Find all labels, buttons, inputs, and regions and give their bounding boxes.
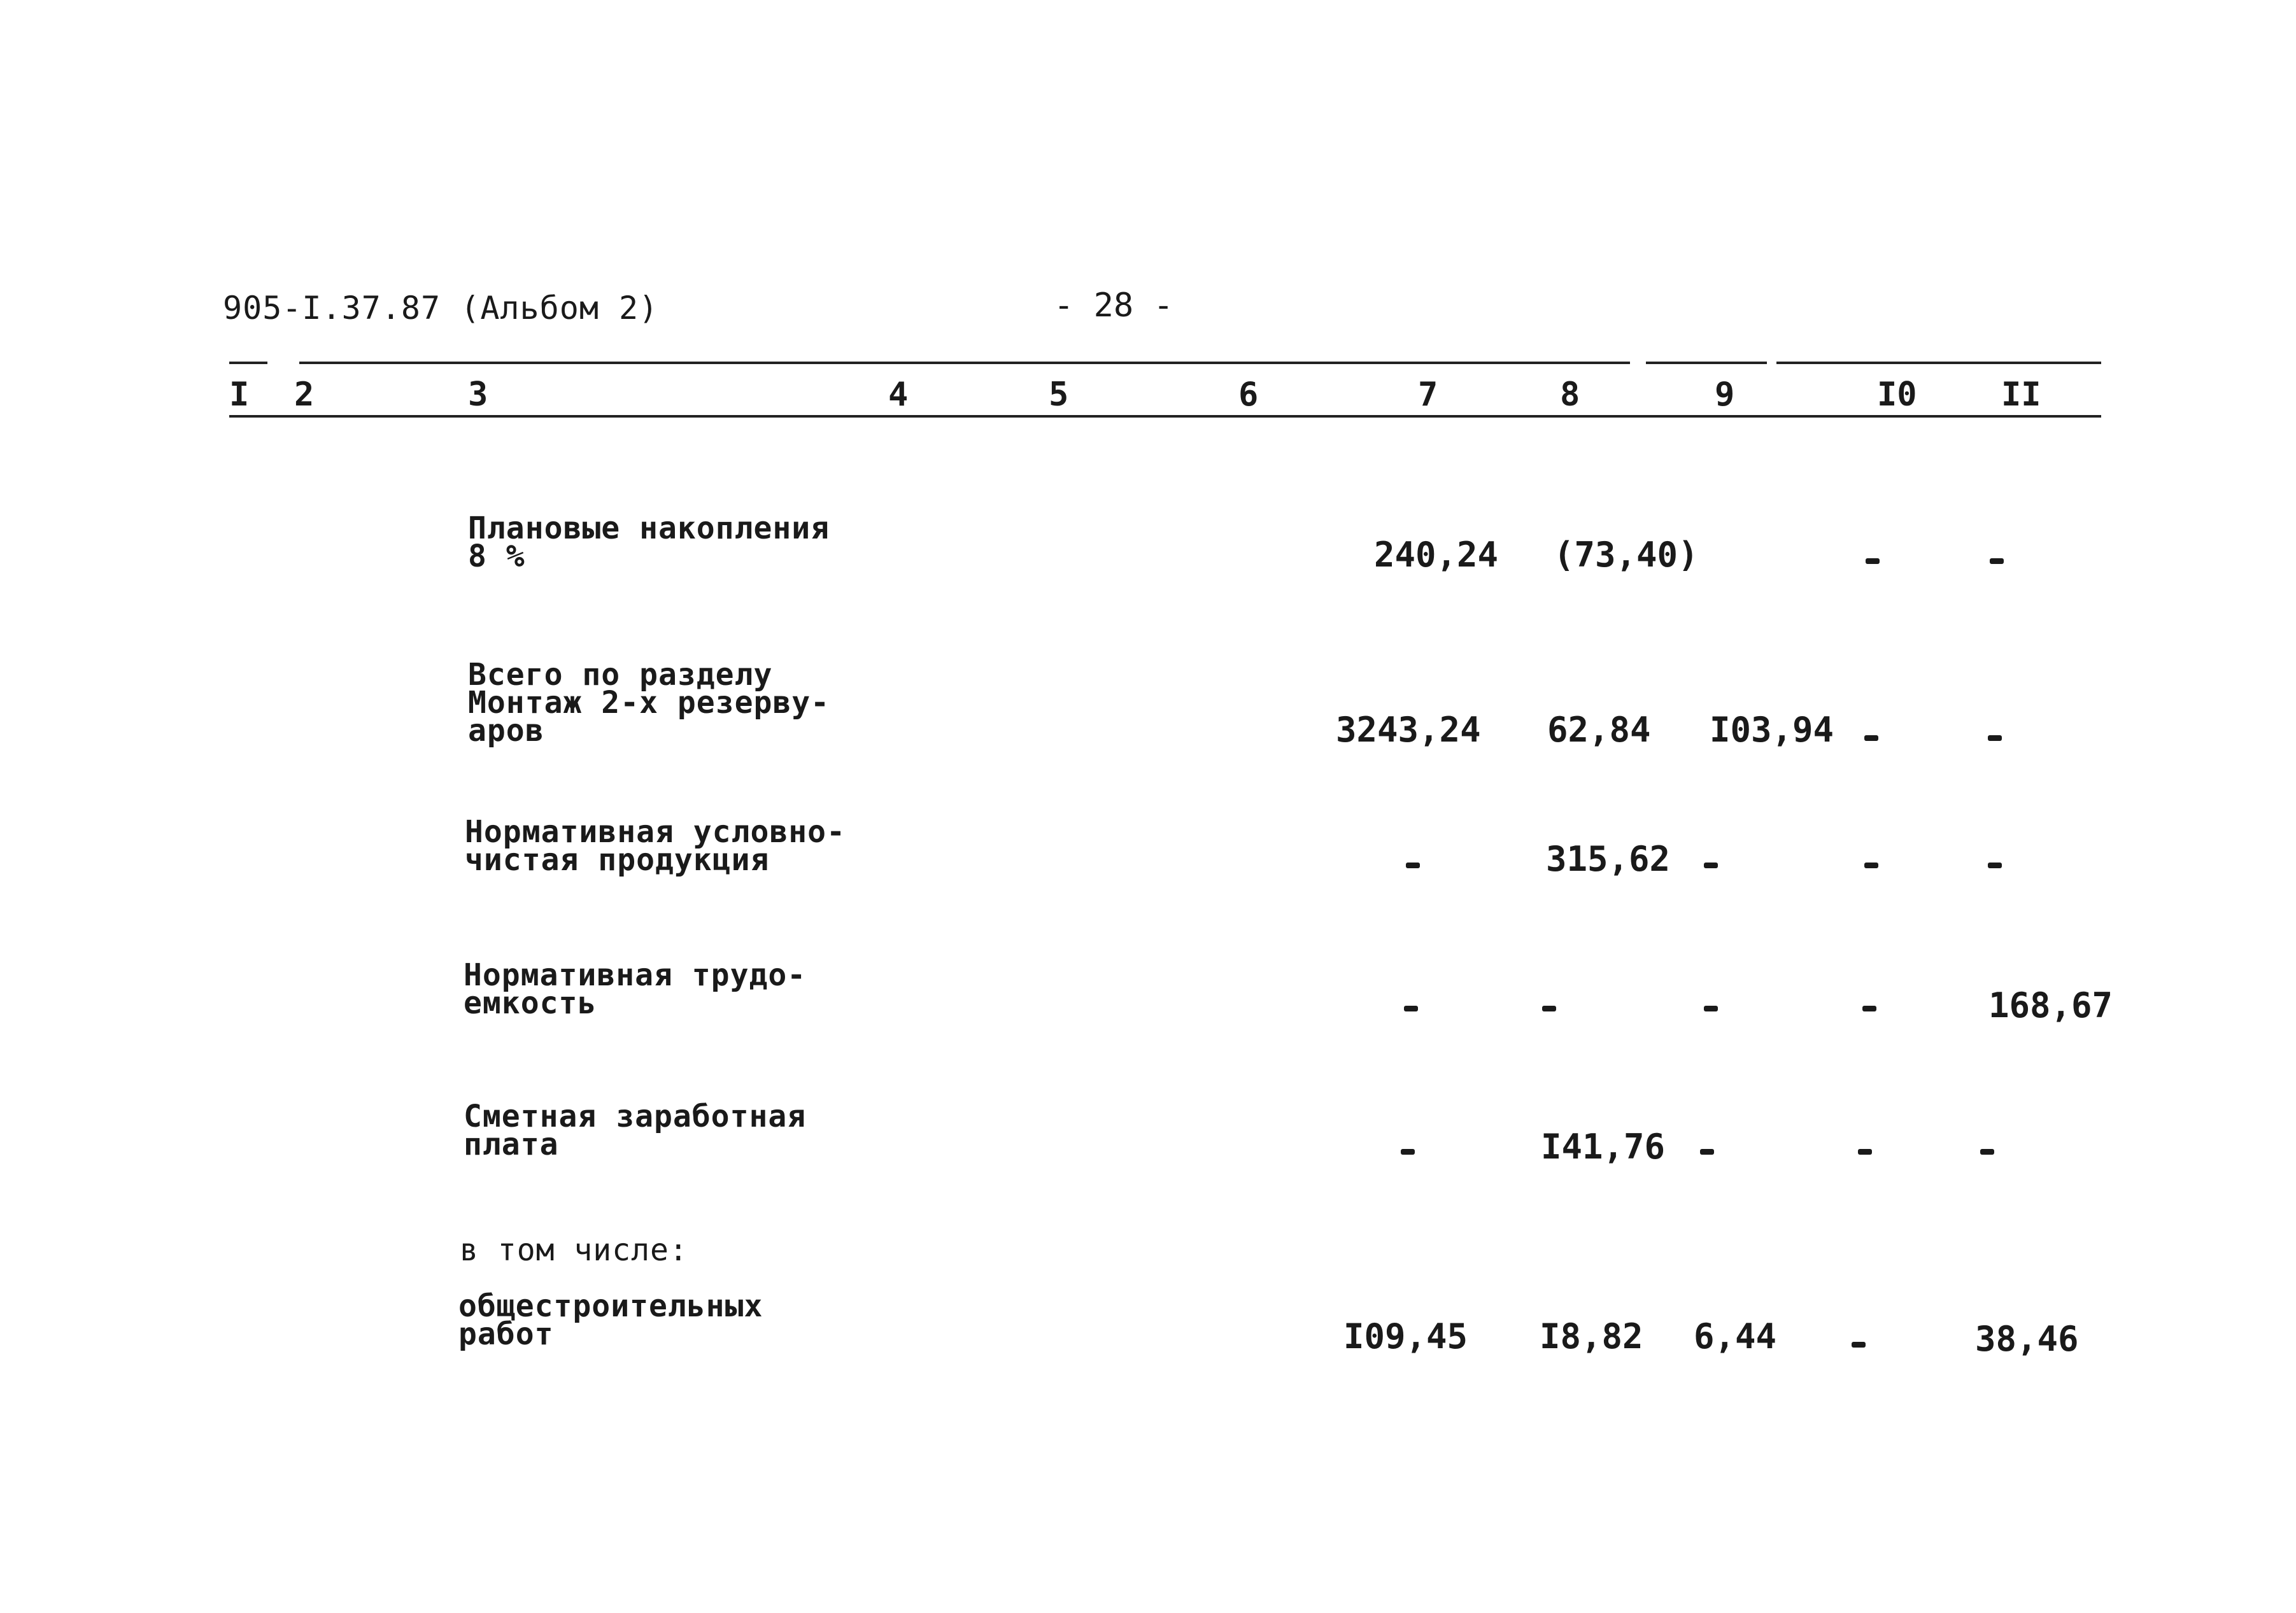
column-number: I0	[1877, 376, 1917, 414]
column-number: 4	[888, 376, 909, 414]
header-rule-top	[1776, 362, 2101, 364]
empty-dash	[1406, 863, 1420, 868]
empty-dash	[1862, 1006, 1876, 1011]
empty-dash	[1858, 1149, 1872, 1155]
header-rule-bottom	[229, 415, 2101, 418]
column-number: 8	[1560, 376, 1580, 414]
cell-col9: 6,44	[1694, 1316, 1777, 1356]
cell-col7: I09,45	[1343, 1316, 1468, 1356]
row-label: Нормативная условно- чистая продукция	[465, 814, 846, 878]
cell-col8: I41,76	[1541, 1127, 1666, 1167]
empty-dash	[1988, 863, 2002, 868]
empty-dash	[1704, 863, 1718, 868]
row-label: Нормативная трудо- емкость	[464, 957, 807, 1021]
empty-dash	[1404, 1006, 1418, 1011]
row-label: в том числе:	[460, 1232, 688, 1268]
cell-col7: 240,24	[1374, 535, 1499, 575]
empty-dash	[1542, 1006, 1556, 1011]
empty-dash	[1852, 1342, 1866, 1348]
page-number: - 28 -	[1054, 286, 1173, 325]
row-label: Плановые накопления 8 %	[468, 511, 830, 574]
header-rule-top	[299, 362, 1630, 364]
column-number: II	[2001, 376, 2041, 414]
empty-dash	[1988, 735, 2002, 741]
row-label: Сметная заработная плата	[464, 1099, 807, 1162]
header-rule-top	[229, 362, 267, 364]
cell-col7: 3243,24	[1336, 710, 1481, 750]
row-label: общестроительных работ	[458, 1288, 763, 1352]
column-number: 3	[468, 376, 488, 414]
empty-dash	[1401, 1149, 1415, 1155]
empty-dash	[1700, 1149, 1714, 1155]
cell-col8: 62,84	[1547, 710, 1651, 750]
cell-col8: 315,62	[1546, 839, 1671, 879]
header-rule-top	[1646, 362, 1767, 364]
empty-dash	[1864, 863, 1878, 868]
column-number: 9	[1715, 376, 1735, 414]
empty-dash	[1990, 558, 2004, 564]
cell-col9: I03,94	[1710, 710, 1834, 750]
empty-dash	[1864, 735, 1878, 741]
empty-dash	[1866, 558, 1880, 564]
cell-col11: 168,67	[1988, 985, 2113, 1025]
cell-col8: I8,82	[1540, 1316, 1643, 1356]
empty-dash	[1980, 1149, 1994, 1155]
empty-dash	[1704, 1006, 1718, 1011]
column-number: 5	[1049, 376, 1069, 414]
column-number: 6	[1238, 376, 1259, 414]
document-code: 905-I.37.87 (Альбом 2)	[223, 290, 659, 327]
cell-col11: 38,46	[1975, 1319, 2079, 1359]
cell-col8: (73,40)	[1554, 535, 1699, 575]
column-number: 7	[1418, 376, 1438, 414]
column-number: 2	[294, 376, 315, 414]
column-number: I	[229, 376, 250, 414]
row-label: Всего по разделу Монтаж 2-х резерву- аров	[468, 657, 830, 749]
